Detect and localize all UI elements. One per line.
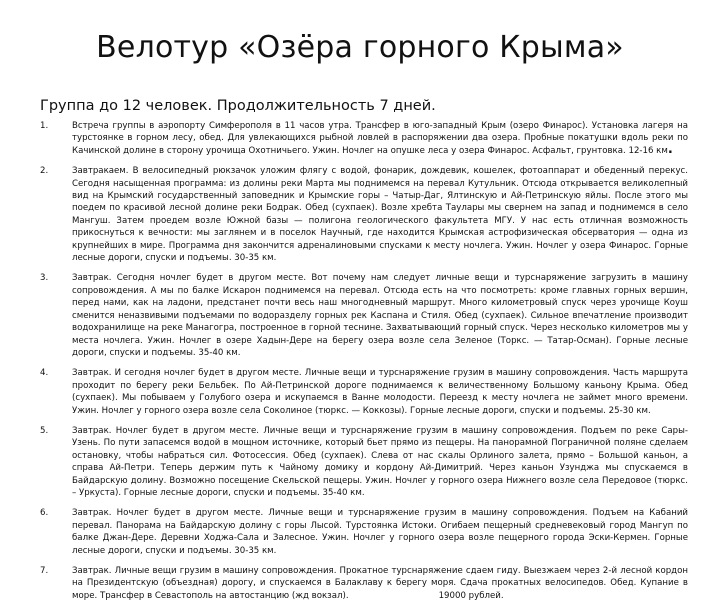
list-item — [40, 165, 688, 264]
item-number: 6. — [40, 508, 49, 519]
list-item — [40, 120, 688, 157]
item-text: Завтрак. Ночлег будет в другом месте. Личные вещи и турснаряжение грузим в машину сопровождения. Подъем на Кабаний перевал. Панорама на Байдарскую долину с горы Лысой. Турстоянка Истоки. Огибаем пещерный средневековый город Мангуп по балке Джан-Дере. Деревни Ходжа-Сала и Залесное. Ужин. Ночлег у горного озера возле пещерного города Эски-Кермен. Горные лесные дороги, спуски и подъемы. 30-35 км. — [72, 508, 688, 556]
price-label: 19000 рублей. — [438, 590, 504, 601]
list-item — [40, 367, 688, 417]
item-text: Завтрак. И сегодня ночлег будет в другом месте. Личные вещи и турснаряжение грузим в машину сопровождения. Часть маршрута проходит по берегу реки Бельбек. По Ай-Петринской дороге поднимаемся к величественному Большому каньону Крыма. Обед (сухпаек). Мы побываем у Голубого озера и искупаемся в Ванне молодости. Переезд к месту ночлега не займет много времени. Ужин. Ночлег у горного озера возле села Соколиное (тюркс. — Коккозы). Горные лесные дороги, спуски и подъемы. 25-30 км. — [72, 368, 688, 416]
item-text: Завтракаем. В велосипедный рюкзачок уложим флягу с водой, фонарик, дождевик, кошелек, фотоаппарат и обеденный перекус. Сегодня насыщенная программа: из долины реки Марта мы поднимемся на перевал Кутульник. Отсюда открывается великолепный вид на Крымский государственный заповедник и Крымские горы – Чатыр-Даг, Ялтинскую и Ай-Петринскую яйлы. После этого мы поедем по красивой лесной долине реки Бодрак. Обед (сухпаек). Возле хребта Таулары мы свернем на запад и поднимемся в село Мангуш. Затем проедем возле Южной базы — полигона геологического факультета МГУ. У нас есть отличная возможность прикоснуться к вечности: мы заглянем и в поселок Научный, где находится Крымская астрофизическая обсерватория — одна из крупнейших в мире. Программа дня закончится адреналиновыми спусками к месту ночлега. Ужин. Ночлег у озера Финарос. Горные лесные дороги, спуски и подъемы. 30-35 км. — [72, 166, 688, 264]
item-number: 1. — [40, 121, 49, 131]
item-tail: . — [667, 141, 673, 157]
list-item — [40, 507, 688, 557]
itinerary-list — [40, 120, 688, 610]
list-item — [40, 565, 688, 602]
item-number: 3. — [40, 273, 49, 284]
slide-title: Велотур «Озёра горного Крыма» — [96, 30, 624, 65]
item-number: 4. — [40, 368, 49, 379]
item-number: 7. — [40, 566, 49, 576]
item-number: 2. — [40, 166, 49, 177]
list-item — [40, 425, 688, 499]
item-text: Завтрак. Сегодня ночлег будет в другом месте. Вот почему нам следует личные вещи и турснаряжение загрузить в машину сопровождения. А мы по балке Искарон поднимемся на перевал. Отсюда есть на что посмотреть: кроме главных горных вершин, перед нами, как на ладони, предстанет почти весь наш многодневный маршрут. Много километровый спуск через урочище Коуш сменится неназвивыми подъемами по водоразделу горных рек Каспана и Стиля. Обед (сухпаек). Сильное впечатление производит водохранилище на реке Манагогра, построенное в горной теснине. Захватывающий горный спуск. Через несколько километров мы у места ночлега. Ужин. Ночлег в озере Хадын-Дере на берегу озера возле села Зеленое (Торкс. — Татар-Осман). Горные лесные дороги, спуски и подъемы. 35-40 км. — [72, 273, 688, 358]
slide-intro: Группа до 12 человек. Продолжительность 7 дней. — [40, 98, 436, 114]
item-text: Завтрак. Личные вещи грузим в машину сопровождения. Прокатное турснаряжение сдаем гиду. Выезжаем через 2-й лесной кордон на Президентскую (объездная) дорогу, и спускаемся в Балаклаву к берегу моря. Сдача прокатных велосипедов. Обед. Купание в море. Трансфер в Севастополь на автостанцию (жд вокзал). — [72, 566, 688, 601]
item-text: Встреча группы в аэропорту Симферополя в 11 часов утра. Трансфер в юго-западный Крым (озеро Финарос). Установка лагеря на турстоянке в горном лесу, обед. Для увлекающихся рыбной ловлей в распоряжении два озера. Пробные покатушки вдоль реки по Качинской долине в сторону урочища Охотничьего. Ужин. Ночлег на опушке леса у озера Финарос. Асфальт, грунтовка. 12-16 км — [72, 121, 688, 156]
item-number: 5. — [40, 425, 49, 436]
list-item — [40, 272, 688, 359]
item-text: Завтрак. Ночлег будет в другом месте. Личные вещи и турснаряжение грузим в машину сопровождения. Подъем по реке Сары-Узень. По пути запасемся водой в мощном источнике, который бьет прямо из пещеры. На панорамной Пограничной поляне сделаем остановку, чтобы набраться сил. Фотосессия. Обед (сухпаек). Слева от нас скалы Орлиного залета, прямо – Большой каньон, а справа Ай-Петри. Теперь держим путь к Чайному домику и кордону Ай-Димитрий. Через каньон Узунджа мы спускаемся в Байдарскую долину. Возможно посещение Скельской пещеры. Ужин. Ночлег у горного озера Нижнего возле села Передовое (тюркс. – Уркуста). Горные лесные дороги, спуски и подъемы. 35-40 км. — [72, 425, 688, 498]
